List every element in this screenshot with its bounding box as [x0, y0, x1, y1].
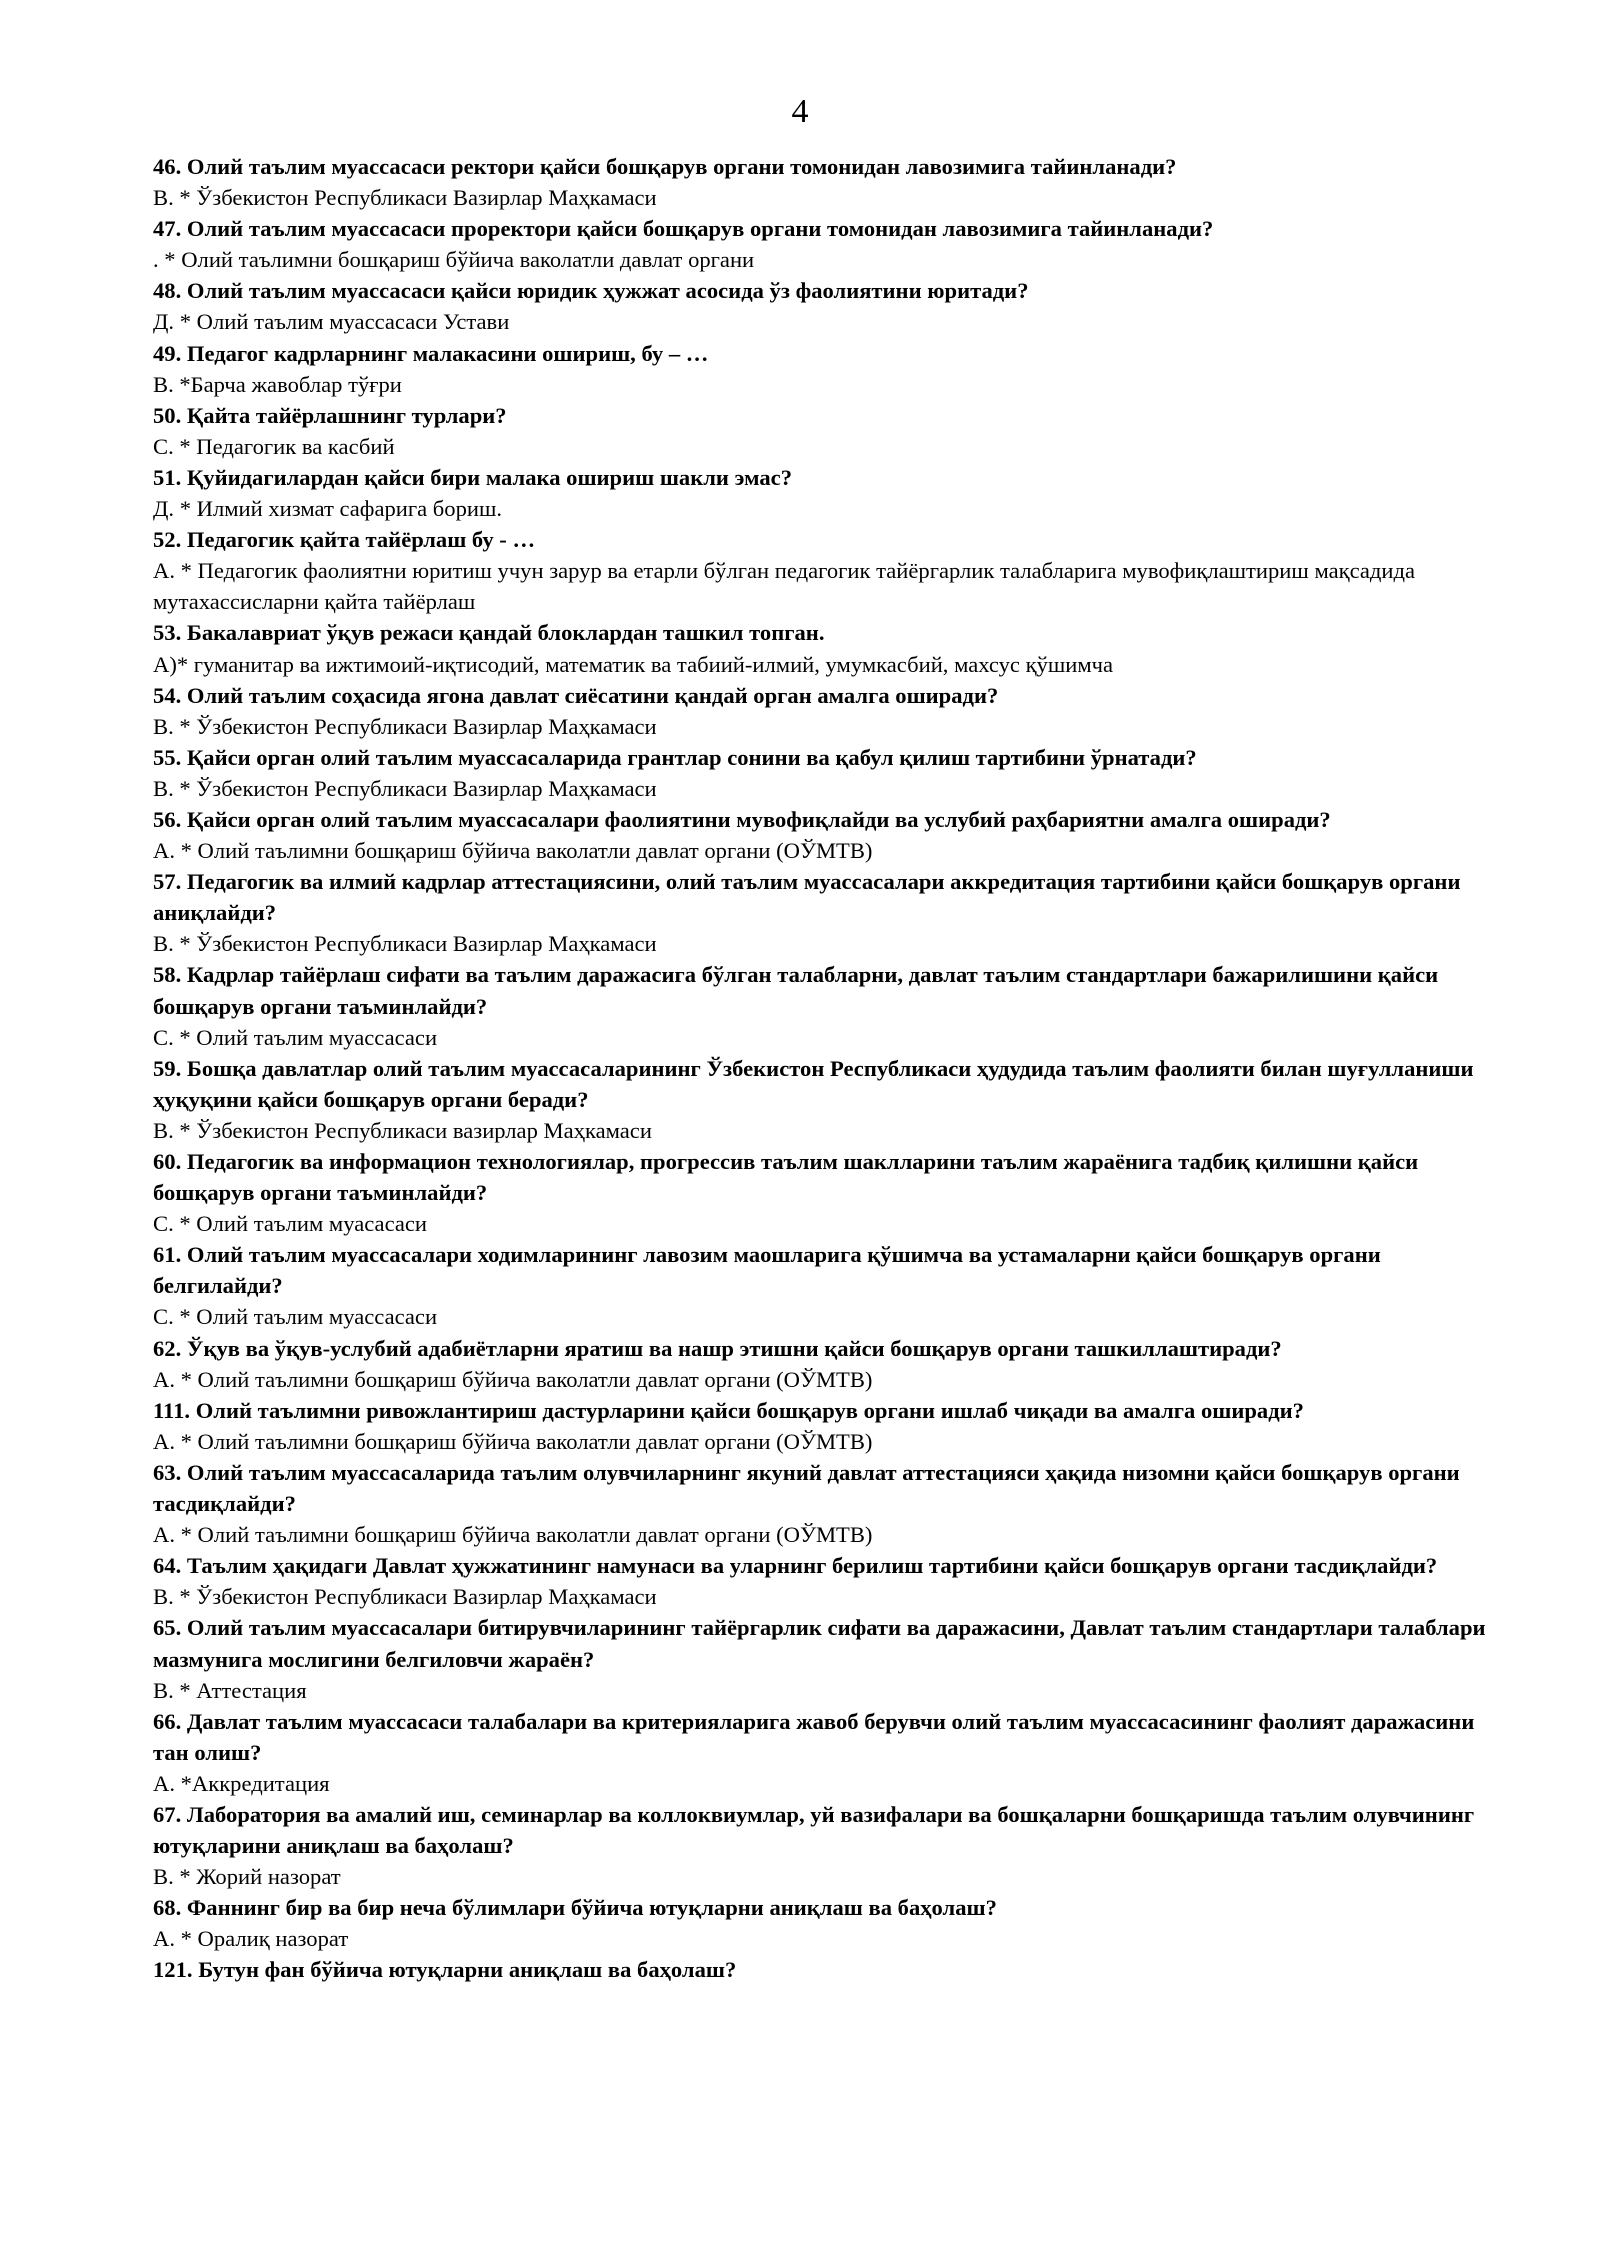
question-item	[153, 866, 1488, 959]
question-text: 49. Педагог кадрларнинг малакасини ошириш, бу – …	[153, 340, 709, 366]
question-item	[153, 151, 1488, 213]
question-text: 54. Олий таълим соҳасида ягона давлат сиёсатини қандай орган амалга оширади?	[153, 682, 999, 708]
question-text: 57. Педагогик ва илмий кадрлар аттестациясини, олий таълим муассасалари аккредитация тартибини қайси бошқарув органи аниқлайди?	[153, 869, 1461, 926]
question-text: 52. Педагогик қайта тайёрлаш бу - …	[153, 527, 536, 553]
question-item	[153, 338, 1488, 400]
answer-text: А. * Олий таълимни бошқариш бўйича ваколатли давлат органи (ОЎМТВ)	[153, 1428, 873, 1454]
answer-text: С. * Олий таълим муасасаси	[153, 1211, 428, 1237]
answer-text: В. * Аттестация	[153, 1677, 307, 1703]
answer-text: А. * Олий таълимни бошқариш бўйича ваколатли давлат органи (ОЎМТВ)	[153, 1522, 873, 1548]
answer-text: А. *Аккредитация	[153, 1770, 330, 1796]
question-item	[153, 680, 1488, 742]
question-item	[153, 617, 1488, 679]
answer-text: А. * Олий таълимни бошқариш бўйича ваколатли давлат органи (ОЎМТВ)	[153, 838, 873, 864]
answer-text: С. * Педагогик ва касбий	[153, 433, 395, 459]
page-number: 4	[791, 93, 809, 130]
question-item	[153, 742, 1488, 804]
answer-text: В. *Барча жавоблар тўғри	[153, 371, 402, 397]
answer-text: В. * Жорий назорат	[153, 1864, 341, 1890]
question-item	[153, 1053, 1488, 1146]
question-text: 56. Қайси орган олий таълим муассасалари фаолиятини мувофиқлайди ва услубий раҳбариятни амалга оширади?	[153, 806, 1331, 832]
question-item	[153, 1892, 1488, 1954]
answer-text: В. * Ўзбекистон Республикаси Вазирлар Маҳкамаси	[153, 775, 657, 801]
answer-text: С. * Олий таълим муассасаси	[153, 1304, 438, 1330]
question-item	[153, 1954, 1488, 1985]
question-item	[153, 275, 1488, 337]
answer-text: А. * Оралиқ назорат	[153, 1926, 349, 1952]
answer-text: Д. * Олий таълим муассасаси Устави	[153, 309, 510, 335]
question-text: 121. Бутун фан бўйича ютуқларни аниқлаш ва баҳолаш?	[153, 1957, 737, 1983]
question-text: 65. Олий таълим муассасалари битирувчиларининг тайёргарлик сифати ва даражасини, Давлат таълим стандартлари талаблари мазмунига мослигини белгиловчи жараён?	[153, 1615, 1486, 1672]
question-text: 51. Қуйидагилардан қайси бири малака ошириш шакли эмас?	[153, 464, 792, 490]
question-text: 46. Олий таълим муассасаси ректори қайси бошқарув органи томонидан лавозимига тайинланади?	[153, 154, 1177, 179]
question-item	[153, 524, 1488, 617]
question-item	[153, 1239, 1488, 1332]
question-text: 47. Олий таълим муассасаси проректори қайси бошқарув органи томонидан лавозимига тайинланади?	[153, 216, 1214, 242]
question-text: 61. Олий таълим муассасалари ходимларининг лавозим маошларига қўшимча ва устамаларни қайси бошқарув органи белгилайди?	[153, 1242, 1381, 1299]
question-text: 62. Ўқув ва ўқув-услубий адабиётларни яратиш ва нашр этишни қайси бошқарув органи ташкиллаштиради?	[153, 1335, 1282, 1361]
question-item	[153, 213, 1488, 275]
question-item	[153, 1395, 1488, 1457]
question-text: 53. Бакалавриат ўқув режаси қандай блоклардан ташкил топган.	[153, 620, 825, 646]
question-item	[153, 1550, 1488, 1612]
question-text: 58. Кадрлар тайёрлаш сифати ва таълим даражасига бўлган талабларни, давлат таълим стандартлари бажарилишини қайси бошқарув органи таъминлайди?	[153, 962, 1439, 1019]
question-text: 63. Олий таълим муассасаларида таълим олувчиларнинг якуний давлат аттестацияси ҳақида низомни қайси бошқарув органи тасдиқлайди?	[153, 1459, 1460, 1517]
answer-text: . * Олий таълимни бошқариш бўйича ваколатли давлат органи	[153, 247, 755, 273]
question-text: 55. Қайси орган олий таълим муассасаларида грантлар сонини ва қабул қилиш тартибини ўрнатади?	[153, 744, 1197, 770]
question-text: 67. Лаборатория ва амалий иш, семинарлар ва коллоквиумлар, уй вазифалари ва бошқаларни бошқаришда таълим олувчининг ютуқларини аниқлаш ва баҳолаш?	[153, 1801, 1475, 1859]
question-text: 68. Фаннинг бир ва бир неча бўлимлари бўйича ютуқларни аниқлаш ва баҳолаш?	[153, 1895, 997, 1921]
question-item	[153, 959, 1488, 1052]
question-item	[153, 462, 1488, 524]
question-item	[153, 1457, 1488, 1550]
question-item	[153, 1612, 1488, 1705]
answer-text: А. * Педагогик фаолиятни юритиш учун зарур ва етарли бўлган педагогик тайёргарлик талабларига мувофиқлаштириш мақсадида мутахассисларни қайта тайёрлаш	[153, 558, 1416, 615]
question-text: 111. Олий таълимни ривожлантириш дастурларини қайси бошқарув органи ишлаб чиқади ва амалга оширади?	[153, 1397, 1304, 1423]
question-text: 64. Таълим ҳақидаги Давлат ҳужжатининг намунаси ва уларнинг берилиш тартибини қайси бошқарув органи тасдиқлайди?	[153, 1553, 1438, 1579]
answer-text: А)* гуманитар ва ижтимоий-иқтисодий, математик ва табиий-илмий, умумкасбий, махсус қўшимча	[153, 651, 1114, 677]
question-item	[153, 1333, 1488, 1395]
question-text: 60. Педагогик ва информацион технологиялар, прогрессив таълим шаклларини таълим жараёнига тадбиқ қилишни қайси бошқарув органи таъминлайди?	[153, 1149, 1419, 1206]
question-item	[153, 804, 1488, 866]
answer-text: В. * Ўзбекистон Республикаси вазирлар Маҳкамаси	[153, 1117, 652, 1143]
question-text: 66. Давлат таълим муассасаси талабалари ва критерияларига жавоб берувчи олий таълим муассасасининг фаолият даражасини тан олиш?	[153, 1708, 1475, 1765]
answer-text: С. * Олий таълим муассасаси	[153, 1024, 438, 1050]
question-item	[153, 1706, 1488, 1799]
answer-text: В. * Ўзбекистон Республикаси Вазирлар Маҳкамаси	[153, 185, 657, 211]
question-list	[153, 151, 1488, 1986]
question-item	[153, 1146, 1488, 1239]
answer-text: В. * Ўзбекистон Республикаси Вазирлар Маҳкамаси	[153, 931, 657, 957]
answer-text: В. * Ўзбекистон Республикаси Вазирлар Маҳкамаси	[153, 713, 657, 739]
question-text: 50. Қайта тайёрлашнинг турлари?	[153, 402, 507, 428]
question-item	[153, 1799, 1488, 1892]
answer-text: В. * Ўзбекистон Республикаси Вазирлар Маҳкамаси	[153, 1584, 657, 1610]
question-text: 48. Олий таълим муассасаси қайси юридик ҳужжат асосида ўз фаолиятини юритади?	[153, 278, 1029, 304]
answer-text: А. * Олий таълимни бошқариш бўйича ваколатли давлат органи (ОЎМТВ)	[153, 1366, 873, 1392]
question-text: 59. Бошқа давлатлар олий таълим муассасаларининг Ўзбекистон Республикаси ҳудудида таълим фаолияти билан шуғулланиши ҳуқуқини қайси бошқарув органи беради?	[153, 1055, 1474, 1112]
answer-text: Д. * Илмий хизмат сафарига бориш.	[153, 496, 503, 522]
question-item	[153, 400, 1488, 462]
